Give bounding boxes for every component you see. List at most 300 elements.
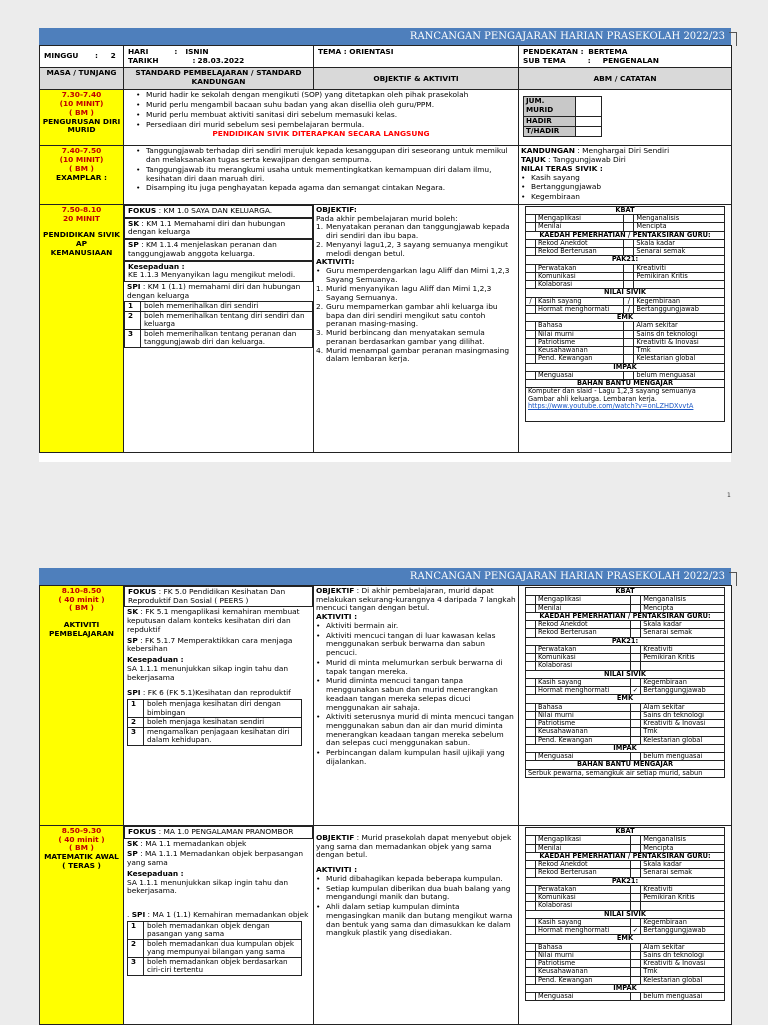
nilai-item: Kegembiraan xyxy=(634,297,725,305)
time-cell xyxy=(40,204,124,452)
list-item: 2. Guru mempamerkan gambar ahli keluarga ibu bapa dan diri sendiri mengikut satu contoh peranan masing-masing. xyxy=(316,301,498,329)
nilai-item: Bertanggungjawab xyxy=(641,687,725,695)
emk-item: Keusahawanan xyxy=(536,347,624,355)
emk-heading: EMK xyxy=(526,935,725,943)
sp-label: SP xyxy=(128,240,139,250)
page-banner: RANCANGAN PENGAJARAN HARIAN PRASEKOLAH 2022/23 xyxy=(39,568,731,585)
spi-row xyxy=(128,718,302,727)
impak-item: Menguasai xyxy=(536,993,631,1001)
nilai-label: NILAI TERAS SIVIK : xyxy=(521,163,603,173)
kbat-heading: KBAT xyxy=(526,828,725,836)
row-matematik xyxy=(40,826,732,1025)
kbat-item: Menganalisis xyxy=(634,215,725,223)
list-item: 4. Murid menampal gambar peranan masingmasing dalam lembaran kerja. xyxy=(316,345,510,364)
kbat-item: Mencipta xyxy=(641,844,725,852)
session-title: AKTIVITI PEMBELAJARAN xyxy=(49,620,114,638)
pak21-item: Komunikasi xyxy=(536,894,631,902)
spi-level-text: boleh memerihalkan tentang peranan dan tanggungjawab diri dan keluarga. xyxy=(141,329,313,347)
kaedah-item: Senarai semak xyxy=(634,248,725,256)
kandungan-label: KANDUNGAN xyxy=(521,146,575,156)
nilai-item: Bertanggungjawab xyxy=(641,927,725,935)
kesepaduan-box xyxy=(124,261,313,282)
spi-row xyxy=(128,727,302,745)
session-title: PENDIDIKAN SIVIK xyxy=(43,230,120,240)
kesepaduan-label: Kesepaduan : xyxy=(127,655,184,665)
page-2 xyxy=(39,568,731,1024)
jum-murid-label: JUM. MURID xyxy=(524,97,576,117)
kaedah-item: Senarai semak xyxy=(641,869,725,877)
fokus-box: FOKUS : KM 1.0 SAYA DAN KELUARGA. xyxy=(124,205,313,218)
spi-level-text: boleh memadankan dua kumpulan objek yang mempunyai bilangan yang sama xyxy=(144,939,302,957)
sivik-note: PENDIDIKAN SIVIK DITERAPKAN SECARA LANGSUNG xyxy=(212,129,430,139)
impak-item: belum menguasai xyxy=(641,753,725,761)
emk-item: Alam sekitar xyxy=(641,703,725,711)
list-item: • Setiap kumpulan diberikan dua buah balang yang mengandungi manik dan butang. xyxy=(316,885,516,902)
nilai-sivik-heading: NILAI SIVIK xyxy=(526,670,725,678)
spi-level-number: 3 xyxy=(128,727,144,745)
objektif-label: OBJEKTIF xyxy=(316,586,355,595)
nilai-sivik-heading: NILAI SIVIK xyxy=(526,289,725,297)
emk-item: Pend. Kewangan xyxy=(536,355,624,363)
emk-item: Pend. Kewangan xyxy=(536,736,631,744)
spi-row xyxy=(128,957,302,975)
spi-levels xyxy=(124,301,313,347)
list-item: • Tanggungjawab itu merangkumi usaha untuk mementingkatkan kemampuan diri dalam ilmu, kesihatan diri daan maruah diri. xyxy=(136,166,516,183)
spi-label: SPI xyxy=(127,688,141,698)
pak21-heading: PAK21: xyxy=(526,256,725,264)
sp-value: FK 5.1.7 Memperaktikkan cara menjaga kebersihan xyxy=(127,635,293,654)
abm-table xyxy=(525,206,725,423)
kaedah-item: Rekod Berterusan xyxy=(536,248,624,256)
emk-item: Patriotisme xyxy=(536,960,631,968)
objektif-text: : Di akhir pembelajaran, murid dapat melakukan sekurang-kurangnya 4 daripada 7 langkah mencuci tangan dengan betul. xyxy=(316,586,516,613)
minggu-value: 2 xyxy=(110,51,116,61)
list-item: • Aktiviti mencuci tangan di luar kawasan kelas menggunakan serbuk berwarna dan sabun pencuci. xyxy=(316,632,516,658)
fokus-value: FK 5.0 Pendidikan Kesihatan Dan Reproduktif Dan Sosial ( PEERS ) xyxy=(128,587,286,605)
spi-level-text: boleh menjaga kesihatan diri dengan bimbingan xyxy=(144,700,302,718)
tema-value: ORIENTASI xyxy=(349,47,394,56)
impak-item: belum menguasai xyxy=(641,993,725,1001)
impak-heading: IMPAK xyxy=(526,363,725,371)
list-item: 2. Menyanyi lagu1,2, 3 sayang semuanya mengikut melodi dengan betul. xyxy=(316,239,508,258)
bm-tag: ( BM ) xyxy=(69,107,94,117)
thadir-label: T/HADIR xyxy=(524,127,576,137)
sp-block: SP : FK 5.1.7 Memperaktikkan cara menjaga kebersihan xyxy=(127,635,293,654)
bbm-content xyxy=(526,388,725,422)
check-mark[interactable]: / xyxy=(624,297,634,305)
emk-item: Nilai murni xyxy=(536,330,624,338)
fokus-box: FOKUS : FK 5.0 Pendidikan Kesihatan Dan Reproduktif Dan Sosial ( PEERS ) xyxy=(124,586,313,607)
spi-value: KM 1 (1.1) memahami diri dan hubungan dengan keluarga xyxy=(127,282,301,300)
list-item: • Murid hadir ke sekolah dengan mengikuti (SOP) yang ditetapkan oleh pihak prasekolah xyxy=(136,91,516,100)
emk-heading: EMK xyxy=(526,695,725,703)
nilai-item: Hormat menghormati xyxy=(536,305,624,313)
kbat-item: Mencipta xyxy=(641,604,725,612)
pak21-heading: PAK21: xyxy=(526,637,725,645)
hadir-value[interactable] xyxy=(576,117,602,127)
session-title: PENGURUSAN DIRI MURID xyxy=(42,116,121,135)
bm-tag: ( BM ) xyxy=(69,603,94,613)
pak21-item: Kreativiti xyxy=(634,264,725,272)
impak-heading: IMPAK xyxy=(526,984,725,992)
session-title: MATEMATIK AWAL xyxy=(44,852,119,862)
emk-item: Pend. Kewangan xyxy=(536,976,631,984)
page-banner: RANCANGAN PENGAJARAN HARIAN PRASEKOLAH 2022/23 xyxy=(39,28,731,45)
aktiviti-label: AKTIVITI : xyxy=(316,612,358,622)
time-range: 8.50-9.30 xyxy=(61,826,102,835)
spi-value: MA 1 (1.1) Kemahiran memadankan objek xyxy=(152,910,309,920)
list-item: • Kegembiraan xyxy=(521,193,729,202)
spi-row xyxy=(125,329,313,347)
list-item: • Murid diminta mencuci tangan tanpa menggunakan sabun dan murid menerangkan keadaan tangan mereka selepas dicuci menggunakan air sahaja. xyxy=(316,677,516,712)
emk-item: Kelestarian global xyxy=(641,976,725,984)
nilai-sivik-heading: NILAI SIVIK xyxy=(526,910,725,918)
kesepaduan-value: KE 1.1.3 Menyanyikan lagu mengikut melodi. xyxy=(128,270,296,280)
pak21-item: Kolaborasi xyxy=(536,902,631,910)
emk-item: Patriotisme xyxy=(536,720,631,728)
list-item: • Murid perlu membuat aktiviti sanitasi diri sebelum memasuki kelas. xyxy=(136,111,516,120)
spi-level-number: 3 xyxy=(125,329,141,347)
teras-tag: ( TERAS ) xyxy=(62,860,101,870)
emk-item: Kreativiti & Inovasi xyxy=(634,338,725,346)
abm-content xyxy=(519,204,732,452)
standard-content xyxy=(124,586,314,826)
emk-item: Bahasa xyxy=(536,943,631,951)
list-item: 3. Murid berbincang dan menyatakan semula peranan berdasarkan gambar yang dilihat. xyxy=(316,328,485,346)
col-objektif: OBJEKTIF & AKTIVITI xyxy=(314,68,519,90)
column-header-row xyxy=(40,68,732,90)
aktiviti-label: AKTIVITI: xyxy=(316,257,355,267)
sk-block: SK : FK 5.1 mengaplikasi kemahiran membuat keputusan dalam konteks kesihatan diri dan repduktif xyxy=(127,607,300,634)
list-item: • Persediaan diri murid sebelum sesi pembelajaran bermula. xyxy=(136,121,516,130)
sk-value: KM 1.1 Memahami diri dan hubungan dengan keluarga xyxy=(128,218,286,237)
objektif-label: OBJEKTIF: xyxy=(316,204,357,214)
time-range: 8.10-8.50 xyxy=(61,586,102,595)
hari-value: ISNIN xyxy=(185,47,209,56)
kbat-item: Mengaplikasi xyxy=(536,215,624,223)
time-range: 7.50-8.10 xyxy=(61,204,102,214)
spi-row xyxy=(128,921,302,939)
tajuk-label: TAJUK xyxy=(521,155,546,165)
minggu-cell: MINGGU : 2 xyxy=(40,46,124,68)
nilai-item: Hormat menghormati xyxy=(536,927,631,935)
minggu-label: MINGGU xyxy=(44,51,79,61)
spi-level-text: boleh menjaga kesihatan sendiri xyxy=(144,718,302,727)
ap-tag: AP xyxy=(75,239,88,249)
objektif-content xyxy=(314,204,519,452)
spi-block: . SPI : MA 1 (1.1) Kemahiran memadankan objek xyxy=(127,910,309,920)
pak21-item: Kolaborasi xyxy=(536,662,631,670)
kesepaduan-block xyxy=(124,655,313,683)
kbat-item: Menganalisis xyxy=(641,836,725,844)
emk-item: Sains dn teknologi xyxy=(641,951,725,959)
lesson-plan-table xyxy=(39,585,732,1025)
kesepaduan-value: SA 1.1.1 menunjukkan sikap ingin tahu dan bekerjasama xyxy=(127,663,289,682)
col-masa: MASA / TUNJANG xyxy=(40,68,124,90)
youtube-link[interactable]: https://www.youtube.com/watch?v=onLZHDXvvtA xyxy=(528,401,694,410)
duration: ( 40 minit ) xyxy=(58,594,105,604)
kbat-item: Menilai xyxy=(536,844,631,852)
kemanusiaan-tag: KEMANUSIAAN xyxy=(50,247,113,257)
subtema-value: PENGENALAN xyxy=(602,55,659,65)
nilai-item: Kasih sayang xyxy=(536,678,631,686)
standard-content xyxy=(124,826,314,1025)
kaedah-heading: KAEDAH PEMERHATIAN / PENTAKSIRAN GURU: xyxy=(526,231,725,239)
attendance-table xyxy=(523,96,602,137)
check-mark[interactable]: / xyxy=(526,297,536,305)
list-item: • Kasih sayang xyxy=(521,174,729,183)
pak21-item: Kreativiti xyxy=(641,645,725,653)
list-item: • Murid perlu mengambil bacaan suhu badan yang akan disellia oleh guru/PPM. xyxy=(136,101,516,110)
tema-cell: TEMA : ORIENTASI xyxy=(314,46,519,68)
list-item: • Aktiviti bermain air. xyxy=(316,622,516,631)
time-cell xyxy=(40,586,124,826)
attendance-cell xyxy=(519,90,732,146)
kbat-item: Mengaplikasi xyxy=(536,836,631,844)
sp-label: SP xyxy=(127,849,138,859)
kaedah-item: Skala kadar xyxy=(641,621,725,629)
fokus-label: FOKUS xyxy=(128,827,157,836)
abm-table xyxy=(525,587,725,778)
emk-item: Alam sekitar xyxy=(634,322,725,330)
impak-item: Menguasai xyxy=(536,753,631,761)
row-examplar xyxy=(40,146,732,204)
sk-value: FK 5.1 mengaplikasi kemahiran membuat keputusan dalam konteks kesihatan diri dan repduktif xyxy=(127,607,300,634)
list-item: • Disamping itu juga penghayatan kepada agama dan semangat cintakan Negara. xyxy=(136,184,516,193)
kaedah-item: Rekod Anekdot xyxy=(536,621,631,629)
row-aktiviti xyxy=(40,586,732,826)
aktiviti-text: Guru mempamerkan gambar ahli keluarga ibu bapa dan diri sendiri mengikut satu contoh peranan masing-masing. xyxy=(326,301,498,329)
jum-murid-value[interactable] xyxy=(576,97,602,117)
spi-level-text: boleh memerihalkan tentang diri sendiri dan keluarga xyxy=(141,311,313,329)
kbat-item: Mengaplikasi xyxy=(536,596,631,604)
spi-levels xyxy=(127,699,302,745)
impak-item: belum menguasai xyxy=(634,371,725,379)
pengurusan-content xyxy=(124,90,519,146)
emk-heading: EMK xyxy=(526,314,725,322)
emk-item: Sains dn teknologi xyxy=(641,711,725,719)
row-pengurusan xyxy=(40,90,732,146)
pak21-item: Perwatakan xyxy=(536,885,631,893)
fokus-label: FOKUS xyxy=(128,587,157,596)
emk-item: Kreativiti & Inovasi xyxy=(641,720,725,728)
aktiviti-text: Murid menampal gambar peranan masingmasing dalam lembaran kerja. xyxy=(326,345,510,364)
page-1 xyxy=(39,28,731,462)
abm-content xyxy=(519,586,732,826)
kbat-heading: KBAT xyxy=(526,206,725,214)
page-number: 1 xyxy=(727,492,731,499)
kesepaduan-block xyxy=(124,869,313,897)
list-item: • Murid di minta melumurkan serbuk berwarna di tapak tangan mereka. xyxy=(316,659,516,676)
subtema-label: SUB TEMA xyxy=(523,55,566,65)
hari-tarikh-cell: HARI : ISNIN TARIKH : 28.03.2022 xyxy=(124,46,314,68)
check-mark[interactable]: ✓ xyxy=(630,927,641,935)
tarikh-value: 28.03.2022 xyxy=(197,55,245,65)
fokus-box: FOKUS : MA 1.0 PENGALAMAN PRANOMBOR xyxy=(124,826,313,839)
sk-label: SK xyxy=(128,218,140,228)
bbm-text: Serbuk pewarna, semangkuk air setiap murid, sabun xyxy=(526,769,725,777)
hari-label: HARI xyxy=(128,47,149,56)
list-item: • Guru memperdengarkan lagu Aliff dan Mimi 1,2,3 Sayang Semuanya. xyxy=(316,267,516,284)
kaedah-item: Rekod Berterusan xyxy=(536,629,631,637)
list-item: • Bertanggungjawab xyxy=(521,183,729,192)
bm-tag: ( BM ) xyxy=(69,163,94,173)
time-cell xyxy=(40,826,124,1025)
kaedah-heading: KAEDAH PEMERHATIAN / PENTAKSIRAN GURU: xyxy=(526,852,725,860)
objektif-label: OBJEKTIF xyxy=(316,833,355,842)
emk-item: Alam sekitar xyxy=(641,943,725,951)
kbat-item: Menilai xyxy=(536,223,624,231)
check-mark[interactable]: / xyxy=(624,305,634,313)
emk-item: Patriotisme xyxy=(536,338,624,346)
corner-mark xyxy=(729,32,737,46)
fokus-label: FOKUS xyxy=(128,205,157,215)
kbat-item: Menganalisis xyxy=(641,596,725,604)
objektif-text: Menyatakan peranan dan tanggungjawab kepada diri sendiri dan ibu bapa. xyxy=(326,222,510,241)
emk-item: Keusahawanan xyxy=(536,968,631,976)
bbm-heading: BAHAN BANTU MENGAJAR xyxy=(526,761,725,769)
examplar-content xyxy=(124,146,519,204)
kaedah-item: Rekod Anekdot xyxy=(536,861,631,869)
time-cell: 7.40-7.50 (10 MINIT) ( BM ) EXAMPLAR : xyxy=(40,146,124,204)
pak21-item: Perwatakan xyxy=(536,645,631,653)
kbat-item: Mencipta xyxy=(634,223,725,231)
emk-item: Kelestarian global xyxy=(634,355,725,363)
kesepaduan-label: Kesepaduan : xyxy=(127,868,184,878)
kaedah-item: Rekod Berterusan xyxy=(536,869,631,877)
spi-level-number: 2 xyxy=(128,939,144,957)
standard-content xyxy=(124,204,314,452)
spi-label: SPI xyxy=(127,282,141,292)
kbat-item: Menilai xyxy=(536,604,631,612)
sp-value: KM 1.1.4 menjelaskan peranan dan tanggungjawab anggota keluarga. xyxy=(128,240,277,258)
nilai-item: Hormat menghormati xyxy=(536,687,631,695)
pendekatan-value: BERTEMA xyxy=(588,47,628,56)
pak21-item: Komunikasi xyxy=(536,654,631,662)
sk-value: MA 1.1 memadankan objek xyxy=(145,838,247,848)
sp-block: SP : MA 1.1.1 Memadankan objek berpasangan yang sama xyxy=(127,849,304,868)
sp-box: SP : KM 1.1.4 menjelaskan peranan dan tanggungjawab anggota keluarga. xyxy=(124,239,313,260)
spi-row xyxy=(125,311,313,329)
spi-level-text: mengamalkan penjagaan kesihatan diri dalam kehidupan. xyxy=(144,727,302,745)
list-item: • Murid dibahagikan kepada beberapa kumpulan. xyxy=(316,875,516,884)
pak21-item: Kreativiti xyxy=(641,885,725,893)
pak21-item: Komunikasi xyxy=(536,272,624,280)
spi-value: FK 6 (FK 5.1)Kesihatan dan reproduktif xyxy=(147,688,291,698)
duration: ( 40 minit ) xyxy=(58,834,105,844)
abm-table xyxy=(525,827,725,1001)
spi-row xyxy=(128,939,302,957)
check-mark[interactable]: ✓ xyxy=(630,687,641,695)
session-title: EXAMPLAR xyxy=(56,172,102,182)
pak21-item: Pemikiran Kritis xyxy=(641,894,725,902)
spi-level-number: 3 xyxy=(128,957,144,975)
col-standard: STANDARD PEMBELAJARAN / STANDARD KANDUNGAN xyxy=(124,68,314,90)
duration: 20 MINIT xyxy=(63,213,100,223)
list-item: • Ahli dalam setiap kumpulan diminta mengasingkan manik dan butang mengikut warna dan bentuk yang sama dan dimasukkan ke dalam mangkuk plastik yang disediakan. xyxy=(316,903,516,938)
kesepaduan-value: SA 1.1.1 menunjukkan sikap ingin tahu dan bekerjasama. xyxy=(127,877,289,896)
fokus-value: KM 1.0 SAYA DAN KELUARGA. xyxy=(163,205,273,215)
pak21-item: Pemikiran Kritis xyxy=(641,654,725,662)
aktiviti-text: Murid berbincang dan menyatakan semula peranan berdasarkan gambar yang dilihat. xyxy=(326,328,485,346)
objektif-text: Menyanyi lagu1,2, 3 sayang semuanya mengikut melodi dengan betul. xyxy=(326,239,508,258)
list-item: 1. Menyatakan peranan dan tanggungjawab kepada diri sendiri dan ibu bapa. xyxy=(316,222,510,241)
emk-item: Kreativiti & Inovasi xyxy=(641,960,725,968)
spi-level-number: 2 xyxy=(125,311,141,329)
pendekatan-label: PENDEKATAN xyxy=(523,47,579,56)
emk-item: Tmk xyxy=(641,728,725,736)
kaedah-item: Rekod Anekdot xyxy=(536,239,624,247)
duration: (10 MINIT) xyxy=(59,155,104,165)
bbm-heading: BAHAN BANTU MENGAJAR xyxy=(526,380,725,388)
impak-item: Menguasai xyxy=(536,371,624,379)
time-range: 7.40-7.50 xyxy=(61,146,102,156)
emk-item: Kelestarian global xyxy=(641,736,725,744)
pak21-item: Pemikiran Kritis xyxy=(634,272,725,280)
spi-level-number: 1 xyxy=(128,921,144,939)
pak21-item: Kolaborasi xyxy=(536,281,624,289)
pak21-item: Perwatakan xyxy=(536,264,624,272)
emk-item: Tmk xyxy=(634,347,725,355)
info-row xyxy=(40,46,732,68)
tema-label: TEMA xyxy=(318,47,342,56)
kaedah-heading: KAEDAH PEMERHATIAN / PENTAKSIRAN GURU: xyxy=(526,612,725,620)
emk-item: Bahasa xyxy=(536,703,631,711)
spi-level-text: boleh memerihalkan diri sendiri xyxy=(141,302,313,311)
abm-content xyxy=(519,826,732,1025)
spi-block: SPI : KM 1 (1.1) memahami diri dan hubungan dengan keluarga xyxy=(127,282,301,300)
emk-item: Sains dn teknologi xyxy=(634,330,725,338)
spi-levels xyxy=(127,921,302,976)
spi-label: SPI xyxy=(131,910,146,920)
list-item: • Tanggungjawab terhadap diri sendiri merujuk kepada kesanggupan diri seseorang untuk memikul dan melaksanakan tugas serta kewajipan dengan sempurna. xyxy=(136,147,516,164)
row-sivik xyxy=(40,204,732,452)
impak-heading: IMPAK xyxy=(526,744,725,752)
time-range: 7.30-7.40 xyxy=(61,90,102,100)
pendekatan-cell: PENDEKATAN : BERTEMA SUB TEMA : PENGENALAN xyxy=(519,46,732,68)
time-cell xyxy=(40,90,124,146)
hadir-label: HADIR xyxy=(524,117,576,127)
kandungan-cell: KANDUNGAN : Menghargai Diri Sendiri TAJUK : Tanggungjawab Diri NILAI TERAS SIVIK : • Kasih sayang • Bertanggungjawab • Kegembiraan xyxy=(519,146,732,204)
thadir-value[interactable] xyxy=(576,127,602,137)
sk-label: SK xyxy=(127,838,139,848)
emk-item: Keusahawanan xyxy=(536,728,631,736)
bbm-text: Komputer dan slaid - Lagu 1,2,3 sayang semuanya Gambar ahli keluarga. Lembaran kerja. xyxy=(528,387,696,403)
spi-row xyxy=(128,700,302,718)
tajuk-value: Tanggungjawab Diri xyxy=(552,155,626,165)
lesson-plan-table xyxy=(39,45,732,453)
objektif-text: : Murid prasekolah dapat menyebut objek yang sama dan memadankan objek yang sama dengan betul. xyxy=(316,833,512,860)
kandungan-value: Menghargai Diri Sendiri xyxy=(582,146,670,156)
fokus-value: MA 1.0 PENGALAMAN PRANOMBOR xyxy=(163,827,294,836)
pak21-heading: PAK21: xyxy=(526,877,725,885)
aktiviti-label: AKTIVITI : xyxy=(316,865,358,875)
nilai-item: Kasih sayang xyxy=(536,918,631,926)
kaedah-item: Skala kadar xyxy=(634,239,725,247)
kaedah-item: Senarai semak xyxy=(641,629,725,637)
col-abm: ABM / CATATAN xyxy=(519,68,732,90)
objektif-content xyxy=(314,586,519,826)
sp-label: SP xyxy=(127,635,138,645)
list-item: • Perbincangan dalam kumpulan hasil ujikaji yang dijalankan. xyxy=(316,749,516,766)
sk-box: SK : KM 1.1 Memahami diri dan hubungan dengan keluarga xyxy=(124,218,313,239)
spi-level-number: 1 xyxy=(128,700,144,718)
duration: (10 MINIT) xyxy=(59,99,104,109)
emk-item: Tmk xyxy=(641,968,725,976)
spi-level-number: 1 xyxy=(125,302,141,311)
sp-value: MA 1.1.1 Memadankan objek berpasangan yang sama xyxy=(127,849,304,868)
objektif-content xyxy=(314,826,519,1025)
